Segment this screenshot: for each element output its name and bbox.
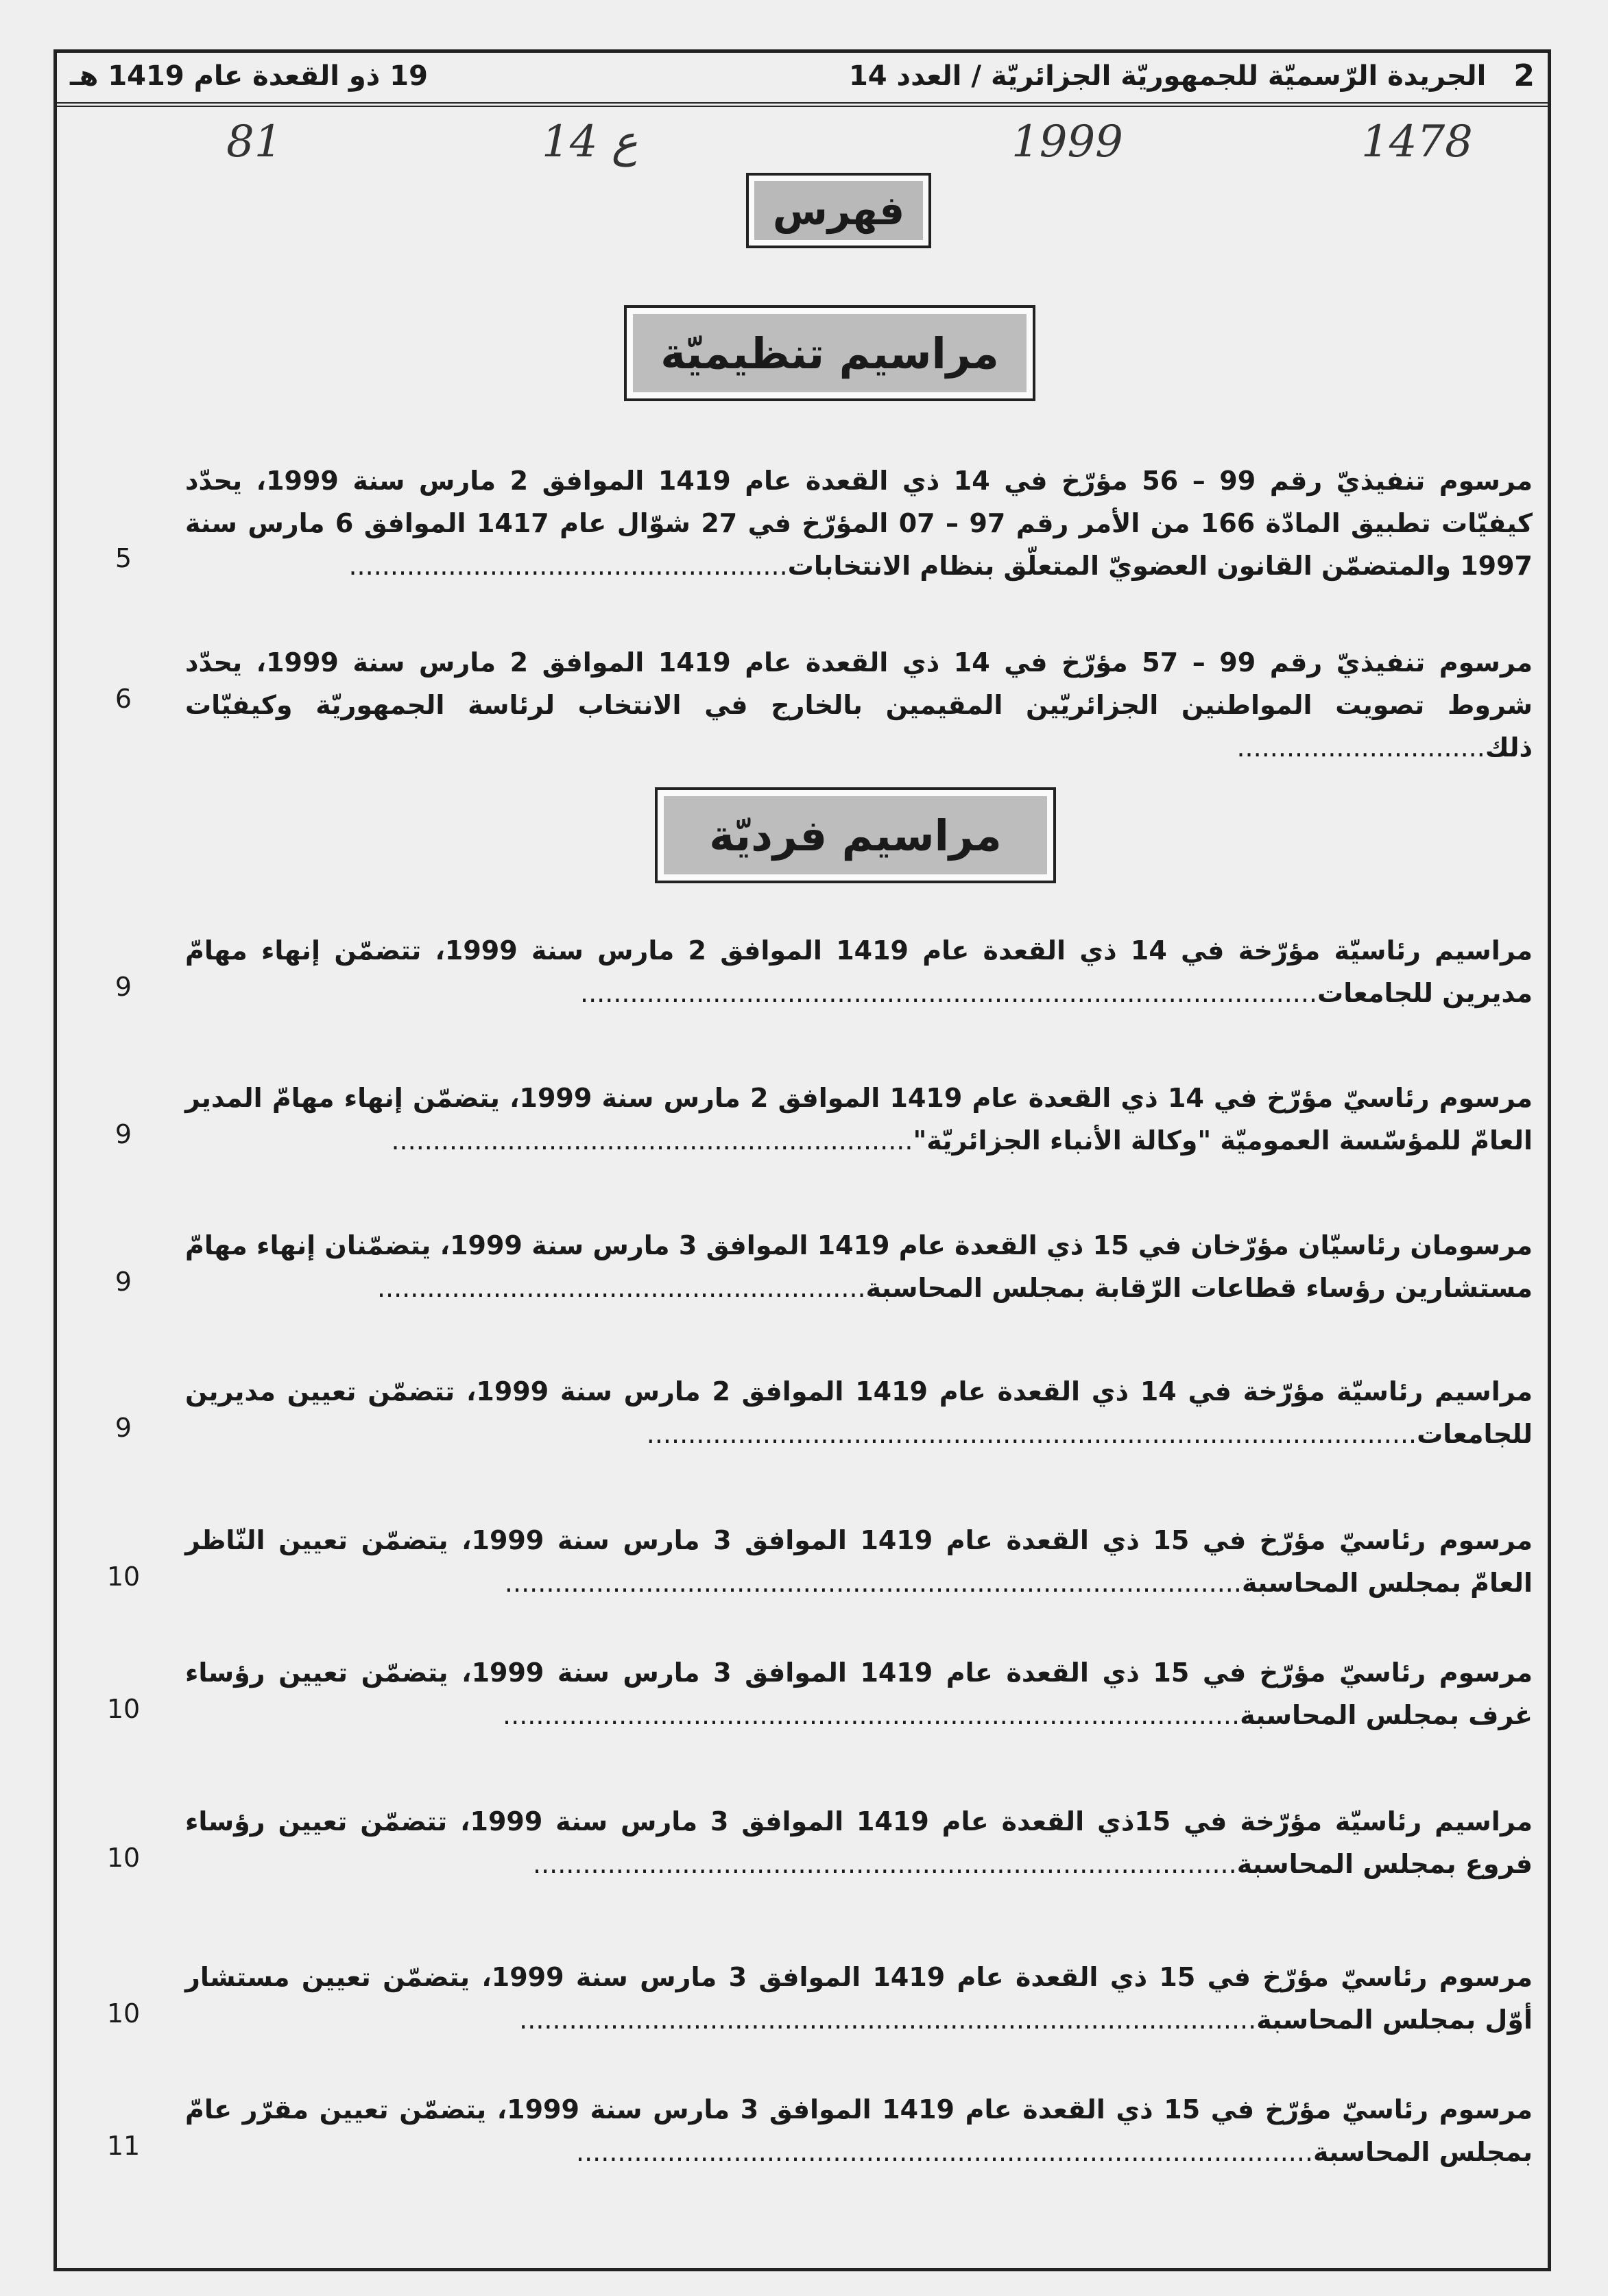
- toc-entry-text: مرسومان رئاسيّان مؤرّخان في 15 ذي القعدة عام 1419 الموافق 3 مارس سنة 1999، يتضمّنان إنهاء مهامّ مستشارين رؤساء قطاعات الرّقابة بمجلس المحاسبة: [185, 1230, 1533, 1303]
- toc-entry-text: مرسوم رئاسيّ مؤرّخ في 15 ذي القعدة عام 1419 الموافق 3 مارس سنة 1999، يتضمّن تعيين مستشار أوّل بمجلس المحاسبة: [185, 1962, 1533, 2035]
- section-title-box-individual: [655, 787, 1056, 883]
- issue-date: 19 ذو القعدة عام 1419 هـ: [70, 60, 428, 92]
- toc-entry-text: مرسوم رئاسيّ مؤرّخ في 15 ذي القعدة عام 1419 الموافق 3 مارس سنة 1999، يتضمّن تعيين مقرّر عامّ بمجلس المحاسبة: [185, 2094, 1533, 2167]
- toc-entry: [185, 929, 1533, 1014]
- toc-entry: [185, 2088, 1533, 2173]
- dot-leader: .............................................................................................: [646, 1419, 1417, 1449]
- toc-entry-text: مرسوم تنفيذيّ رقم 99 – 56 مؤرّخ في 14 ذي القعدة عام 1419 الموافق 2 مارس سنة 1999، يحدّد كيفيّات تطبيق المادّة 166 من الأمر رقم 97 – 07 المؤرّخ في 27 شوّال عام 1417 الموافق 6 مارس سنة 1997 والمتضمّن القانون العضويّ المتعلّق بنظام الانتخابات: [185, 466, 1533, 581]
- toc-entry: [185, 1370, 1533, 1455]
- toc-entry-page: 9: [115, 1119, 132, 1149]
- toc-entry-page: 9: [115, 1413, 132, 1443]
- toc-entry-text: مرسوم تنفيذيّ رقم 99 – 57 مؤرّخ في 14 ذي القعدة عام 1419 الموافق 2 مارس سنة 1999، يحدّد شروط تصويت المواطنين الجزائريّين المقيمين بالخارج في الانتخاب لرئاسة الجمهوريّة وكيفيّات ذلك: [185, 647, 1533, 763]
- toc-entry-text: مراسيم رئاسيّة مؤرّخة في 15ذي القعدة عام 1419 الموافق 3 مارس سنة 1999، تتضمّن تعيين رؤساء فروع بمجلس المحاسبة: [185, 1806, 1533, 1879]
- toc-entry-page: 5: [115, 543, 132, 573]
- dot-leader: .....................................................................................: [532, 1849, 1237, 1879]
- toc-entry-page: 10: [106, 1694, 141, 1724]
- toc-entry-page: 9: [115, 1267, 132, 1297]
- dot-leader: .........................................................................................: [503, 1700, 1240, 1730]
- toc-entry-page: 11: [106, 2131, 141, 2161]
- dot-leader: .....................................................: [348, 551, 788, 581]
- toc-title: فهرس: [754, 181, 923, 240]
- dot-leader: .........................................................................................: [519, 2005, 1257, 2035]
- handwritten-note-4: 81: [226, 117, 283, 167]
- toc-entry: [185, 1651, 1533, 1736]
- toc-entry: [185, 459, 1533, 587]
- section-title-individual: مراسيم فرديّة: [664, 796, 1047, 874]
- section-title-regulatory: مراسيم تنظيميّة: [633, 314, 1027, 392]
- toc-entry: [185, 1956, 1533, 2041]
- handwritten-note-3: 14 ع: [542, 117, 638, 167]
- dot-leader: .........................................................................................: [504, 1568, 1242, 1598]
- journal-title: الجريدة الرّسميّة للجمهوريّة الجزائريّة / العدد 14: [848, 60, 1487, 92]
- toc-entry-page: 9: [115, 972, 132, 1002]
- toc-entry: [185, 641, 1533, 769]
- dot-leader: .........................................................................................: [576, 2137, 1314, 2167]
- toc-entry-text: مرسوم رئاسيّ مؤرّخ في 15 ذي القعدة عام 1419 الموافق 3 مارس سنة 1999، يتضمّن تعيين النّاظر العامّ بمجلس المحاسبة: [185, 1525, 1533, 1598]
- toc-entry-text: مرسوم رئاسيّ مؤرّخ في 14 ذي القعدة عام 1419 الموافق 2 مارس سنة 1999، يتضمّن إنهاء مهامّ المدير العامّ للمؤسّسة العموميّة "وكالة الأنباء الجزائريّة": [185, 1083, 1533, 1156]
- toc-entry: [185, 1519, 1533, 1604]
- toc-entry-page: 10: [106, 1998, 141, 2029]
- toc-entry-text: مراسيم رئاسيّة مؤرّخة في 14 ذي القعدة عام 1419 الموافق 2 مارس سنة 1999، تتضمّن تعيين مديرين للجامعات: [185, 1376, 1533, 1449]
- handwritten-note-2: 1999: [1011, 117, 1123, 167]
- toc-entry: [185, 1077, 1533, 1162]
- toc-title-box: [746, 173, 931, 248]
- dot-leader: .........................................................................................: [580, 978, 1318, 1008]
- toc-entry-text: مرسوم رئاسيّ مؤرّخ في 15 ذي القعدة عام 1419 الموافق 3 مارس سنة 1999، يتضمّن تعيين رؤساء غرف بمجلس المحاسبة: [185, 1658, 1533, 1730]
- dot-leader: ...............................................................: [391, 1125, 913, 1156]
- page-header: [53, 49, 1551, 107]
- dot-leader: ...........................................................: [376, 1273, 866, 1303]
- toc-entry: [185, 1224, 1533, 1309]
- toc-entry-page: 10: [106, 1843, 141, 1873]
- toc-entry: [185, 1800, 1533, 1885]
- toc-entry-page: 6: [115, 684, 132, 714]
- section-title-box-regulatory: [624, 305, 1035, 401]
- dot-leader: ..............................: [1236, 732, 1485, 763]
- page-number: 2: [1513, 58, 1535, 93]
- toc-entry-page: 10: [106, 1562, 141, 1592]
- toc-entry-text: مراسيم رئاسيّة مؤرّخة في 14 ذي القعدة عام 1419 الموافق 2 مارس سنة 1999، تتضمّن إنهاء مهامّ مديرين للجامعات: [185, 935, 1533, 1008]
- handwritten-note-1: 1478: [1361, 117, 1473, 167]
